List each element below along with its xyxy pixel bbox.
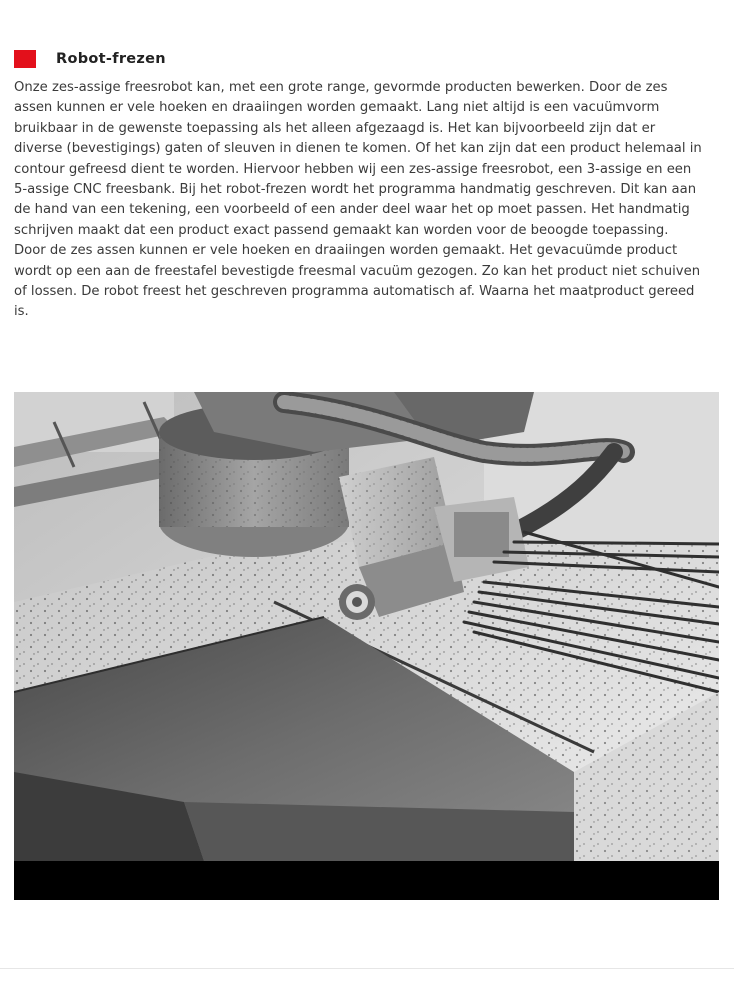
photo-illustration bbox=[14, 392, 719, 861]
robot-frezen-section bbox=[14, 48, 719, 323]
body-line: contour gefreesd dient te worden. Hiervoor hebben wij een zes-assige freesrobot, een 3-assige en een bbox=[14, 161, 692, 177]
body-line: diverse (bevestigings) gaten of sleuven in dienen te komen. Of het kan zijn dat een product helemaal in bbox=[14, 141, 702, 157]
body-line: is. bbox=[14, 304, 29, 320]
body-line: Door de zes assen kunnen er vele hoeken en draaiingen worden gemaakt. Het gevacuümde product bbox=[14, 243, 678, 259]
section-title: Robot-frezen bbox=[56, 51, 166, 67]
section-body-text bbox=[14, 78, 719, 323]
robot-milling-photo bbox=[14, 392, 719, 900]
body-line: schrijven maakt dat een product exact passend gemaakt kan worden voor de beoogde toepassing. bbox=[14, 222, 669, 238]
body-line: of lossen. De robot freest het geschreven programma automatisch af. Waarna het maatproduct gereed bbox=[14, 284, 695, 300]
body-line: de hand van een tekening, een voorbeeld of een ander deel waar het op moet passen. Het handmatig bbox=[14, 202, 690, 218]
body-line: 5-assige CNC freesbank. Bij het robot-frezen wordt het programma handmatig geschreven. Dit kan aan bbox=[14, 182, 697, 198]
body-line: Onze zes-assige freesrobot kan, met een grote range, gevormde producten bewerken. Door de zes bbox=[14, 80, 668, 95]
body-line: bruikbaar in de gewenste toepassing als het alleen afgezaagd is. Het kan bijvoorbeeld zijn dat er bbox=[14, 120, 656, 136]
red-square-marker bbox=[14, 50, 36, 68]
body-line: wordt op een aan de freestafel bevestigde freesmal vacuüm gezogen. Zo kan het product niet schuiven bbox=[14, 263, 701, 279]
section-heading bbox=[14, 48, 719, 70]
footer-divider bbox=[0, 968, 734, 969]
body-line: assen kunnen er vele hoeken en draaiingen worden gemaakt. Lang niet altijd is een vacuümvorm bbox=[14, 100, 660, 116]
